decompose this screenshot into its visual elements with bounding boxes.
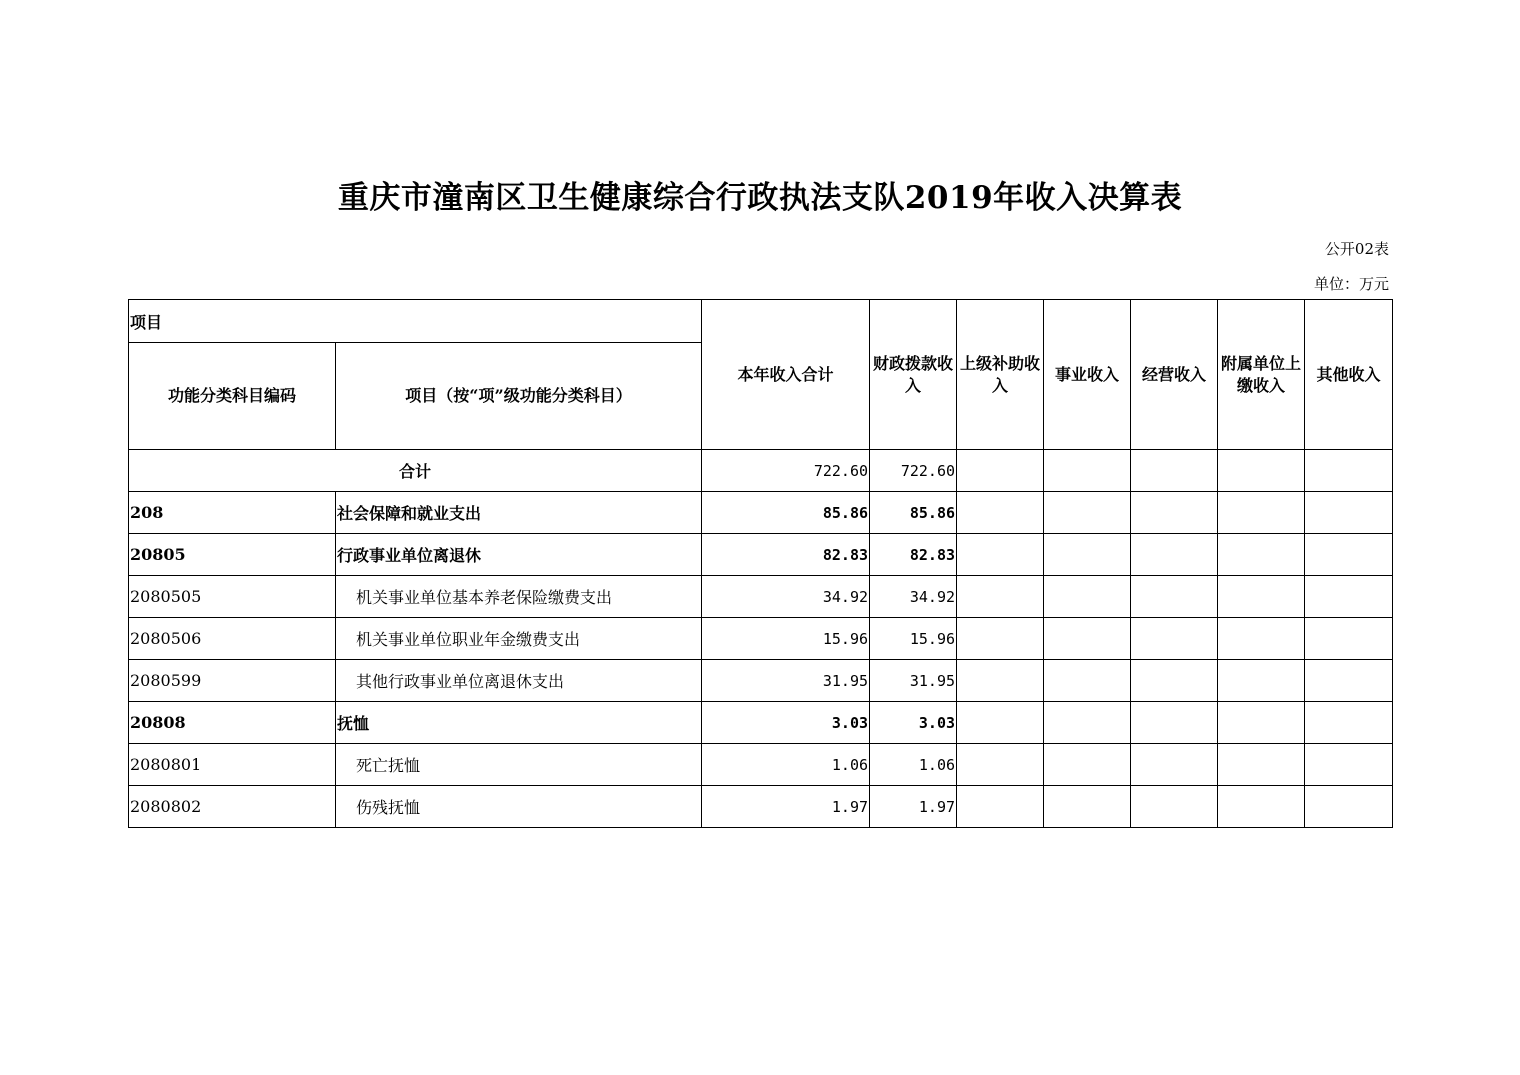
row-business: [1044, 660, 1131, 702]
row-total: 31.95: [702, 660, 870, 702]
unit-label: 单位：万元: [1313, 275, 1389, 293]
total-fiscal: 722.60: [870, 450, 957, 492]
header-code: 功能分类科目编码: [129, 343, 336, 450]
table-row: [129, 744, 1393, 786]
total-affiliated: [1218, 450, 1305, 492]
row-total: 1.06: [702, 744, 870, 786]
row-business: [1044, 534, 1131, 576]
header-affiliated: 附属单位上缴收入: [1218, 300, 1305, 450]
header-operating: 经营收入: [1131, 300, 1218, 450]
header-other: 其他收入: [1305, 300, 1393, 450]
row-other: [1305, 534, 1393, 576]
row-other: [1305, 702, 1393, 744]
row-code: 2080801: [129, 744, 336, 786]
table-row: [129, 702, 1393, 744]
row-fiscal: 1.06: [870, 744, 957, 786]
row-other: [1305, 618, 1393, 660]
row-fiscal: 15.96: [870, 618, 957, 660]
form-number: 公开02表: [1324, 240, 1389, 258]
table-row: [129, 534, 1393, 576]
row-superior: [957, 576, 1044, 618]
row-fiscal: 82.83: [870, 534, 957, 576]
row-other: [1305, 786, 1393, 828]
row-affiliated: [1218, 576, 1305, 618]
row-total: 82.83: [702, 534, 870, 576]
row-code: 2080505: [129, 576, 336, 618]
row-fiscal: 34.92: [870, 576, 957, 618]
total-label: 合计: [129, 450, 702, 492]
row-affiliated: [1218, 744, 1305, 786]
row-business: [1044, 618, 1131, 660]
table-row: [129, 786, 1393, 828]
row-business: [1044, 786, 1131, 828]
row-code: 2080506: [129, 618, 336, 660]
row-total: 15.96: [702, 618, 870, 660]
row-operating: [1131, 702, 1218, 744]
total-amount: 722.60: [702, 450, 870, 492]
income-report-table: [128, 299, 1393, 828]
row-name: 死亡抚恤: [336, 744, 702, 786]
row-name: 机关事业单位职业年金缴费支出: [336, 618, 702, 660]
row-operating: [1131, 534, 1218, 576]
header-business: 事业收入: [1044, 300, 1131, 450]
row-name: 社会保障和就业支出: [336, 492, 702, 534]
header-row-top: [129, 300, 1393, 343]
total-superior: [957, 450, 1044, 492]
row-affiliated: [1218, 618, 1305, 660]
row-name: 抚恤: [336, 702, 702, 744]
row-business: [1044, 744, 1131, 786]
table-row: [129, 576, 1393, 618]
row-operating: [1131, 492, 1218, 534]
row-code: 2080599: [129, 660, 336, 702]
row-superior: [957, 702, 1044, 744]
row-affiliated: [1218, 702, 1305, 744]
row-operating: [1131, 744, 1218, 786]
row-other: [1305, 660, 1393, 702]
header-fiscal: 财政拨款收入: [870, 300, 957, 450]
row-total: 1.97: [702, 786, 870, 828]
row-superior: [957, 492, 1044, 534]
row-total: 3.03: [702, 702, 870, 744]
row-affiliated: [1218, 534, 1305, 576]
row-superior: [957, 786, 1044, 828]
row-total: 34.92: [702, 576, 870, 618]
row-code: 208: [129, 492, 336, 534]
row-name: 机关事业单位基本养老保险缴费支出: [336, 576, 702, 618]
row-other: [1305, 492, 1393, 534]
row-superior: [957, 534, 1044, 576]
row-code: 2080802: [129, 786, 336, 828]
row-name: 其他行政事业单位离退休支出: [336, 660, 702, 702]
header-name: 项目（按“项”级功能分类科目）: [336, 343, 702, 450]
row-other: [1305, 744, 1393, 786]
table-row: [129, 660, 1393, 702]
row-fiscal: 85.86: [870, 492, 957, 534]
row-code: 20805: [129, 534, 336, 576]
row-affiliated: [1218, 660, 1305, 702]
row-operating: [1131, 618, 1218, 660]
row-operating: [1131, 576, 1218, 618]
row-fiscal: 1.97: [870, 786, 957, 828]
row-superior: [957, 660, 1044, 702]
header-superior: 上级补助收入: [957, 300, 1044, 450]
row-operating: [1131, 660, 1218, 702]
row-affiliated: [1218, 492, 1305, 534]
row-superior: [957, 618, 1044, 660]
document-title: 重庆市潼南区卫生健康综合行政执法支队2019年收入决算表: [337, 180, 1183, 216]
row-fiscal: 31.95: [870, 660, 957, 702]
table-row: [129, 492, 1393, 534]
row-business: [1044, 576, 1131, 618]
row-name: 伤残抚恤: [336, 786, 702, 828]
total-other: [1305, 450, 1393, 492]
table-row: [129, 618, 1393, 660]
row-superior: [957, 744, 1044, 786]
row-business: [1044, 492, 1131, 534]
row-fiscal: 3.03: [870, 702, 957, 744]
row-name: 行政事业单位离退休: [336, 534, 702, 576]
header-total: 本年收入合计: [702, 300, 870, 450]
header-item: 项目: [129, 300, 702, 343]
row-total: 85.86: [702, 492, 870, 534]
row-business: [1044, 702, 1131, 744]
total-row: [129, 450, 1393, 492]
row-operating: [1131, 786, 1218, 828]
row-other: [1305, 576, 1393, 618]
total-operating: [1131, 450, 1218, 492]
row-affiliated: [1218, 786, 1305, 828]
row-code: 20808: [129, 702, 336, 744]
total-business: [1044, 450, 1131, 492]
